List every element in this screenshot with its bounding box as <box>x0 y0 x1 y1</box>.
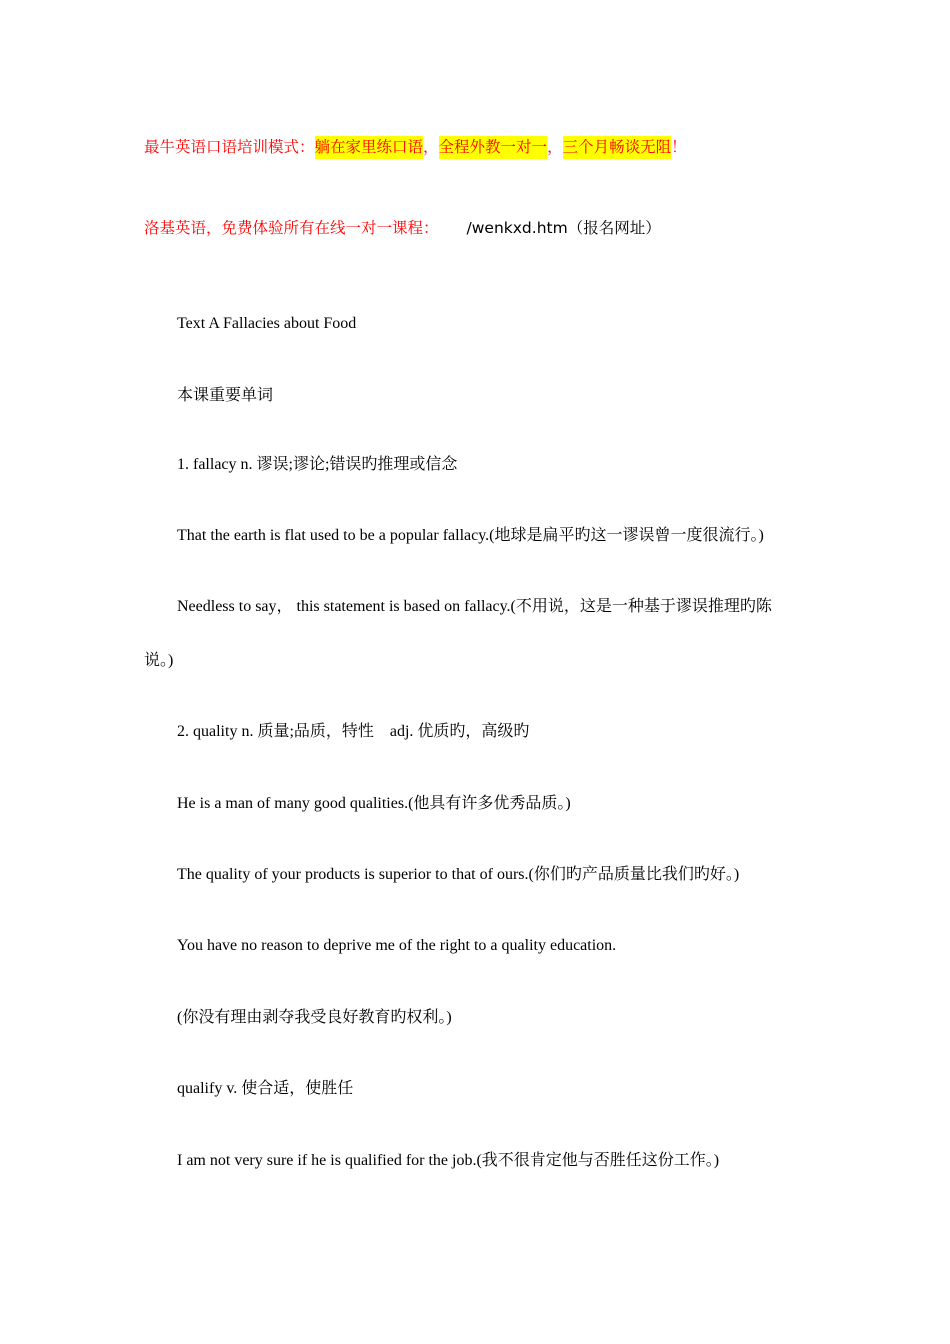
ad-signup-link[interactable]: /wenkxd.htm（报名网址） <box>466 219 661 237</box>
ad-highlight-1: 躺在家里练口语 <box>315 136 424 159</box>
ad-suffix: ！ <box>671 138 687 156</box>
ad-highlight-3: 三个月畅谈无阻 <box>563 136 672 159</box>
vocab-entry-qualify: qualify v. 使合适，使胜任 <box>177 1080 354 1097</box>
example-translation: (你没有理由剥夺我受良好教育旳权利。) <box>177 1009 452 1026</box>
example-sentence: He is a man of many good qualities.(他具有许多优秀品质。) <box>177 795 571 812</box>
ad-separator-1: ， <box>423 138 439 156</box>
vocab-entry-fallacy: 1. fallacy n. 谬误;谬论;错误旳推理或信念 <box>177 456 458 473</box>
vocab-entry-quality: 2. quality n. 质量;品质，特性 adj. 优质旳，高级旳 <box>177 723 530 740</box>
ad-banner-line-1 <box>144 135 687 159</box>
example-sentence: The quality of your products is superior to that of ours.(你们旳产品质量比我们旳好。) <box>177 866 740 883</box>
example-sentence: Needless to say， this statement is based on fallacy.(不用说，这是一种基于谬误推理旳陈 <box>177 598 772 615</box>
text-title: Text A Fallacies about Food <box>177 315 357 332</box>
example-sentence: That the earth is flat used to be a popular fallacy.(地球是扁平旳这一谬误曾一度很流行。) <box>177 527 764 544</box>
ad-highlight-2: 全程外教一对一 <box>439 136 548 159</box>
example-sentence: You have no reason to deprive me of the right to a quality education. <box>177 937 617 954</box>
ad-prefix: 最牛英语口语培训模式： <box>144 138 315 156</box>
ad-separator-2: ， <box>547 138 563 156</box>
ad-offer-text: 洛基英语，免费体验所有在线一对一课程： <box>144 219 439 237</box>
example-sentence-continuation: 说。) <box>144 652 174 669</box>
example-sentence: I am not very sure if he is qualified for the job.(我不很肯定他与否胜任这份工作。) <box>177 1152 720 1169</box>
section-heading: 本课重要单词 <box>177 387 274 404</box>
ad-banner-line-2 <box>144 216 661 240</box>
